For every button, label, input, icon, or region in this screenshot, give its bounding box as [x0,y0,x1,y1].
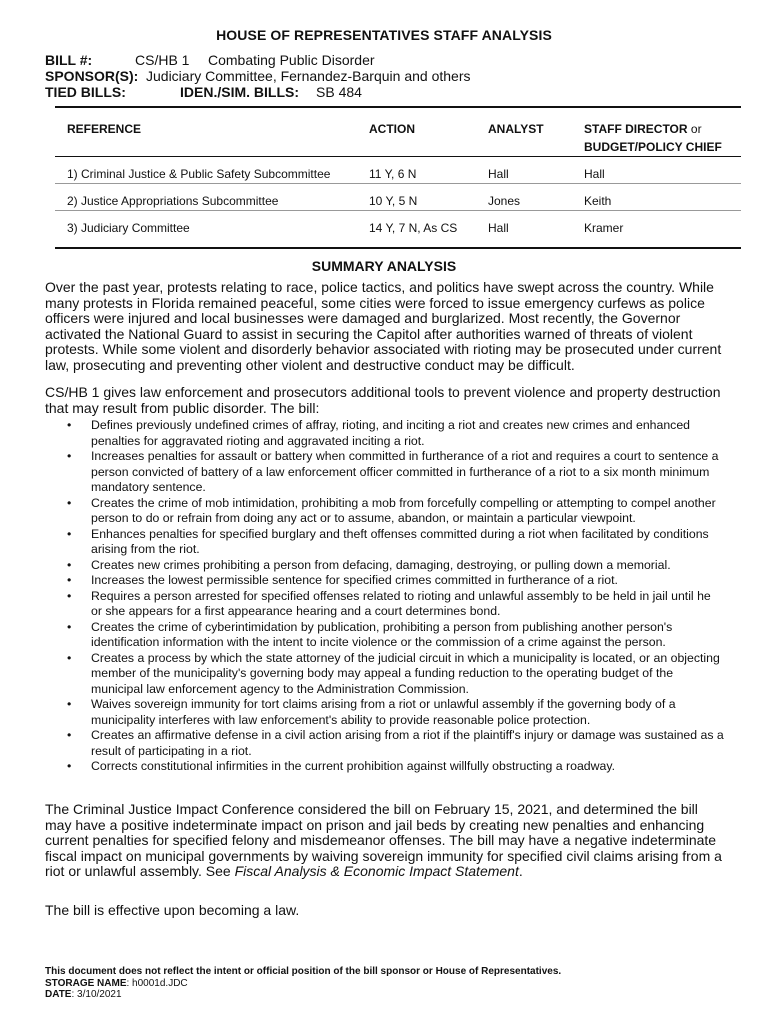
row-analyst: Hall [488,221,509,235]
list-item [45,697,725,728]
bullet-icon: • [67,495,72,510]
paragraph-text: The bill is effective upon becoming a law. [45,902,300,918]
row-action: 10 Y, 5 N [369,194,418,208]
paragraph-text: Over the past year, protests relating to race, police tactics, and politics have swept across the country. While many protests in Florida remained peaceful, some cities were forced to issue emergency curfews as police officers were injured and local businesses were damaged and burglarized. Most recently, the Governor activated the National Guard to assist in securing the Capitol after authorities warned of threats of violent protests. While some violent and disorderly behavior associated with rioting may be prosecuted under current law, prosecuting and preventing other violent and destructive conduct may be difficult. [45,279,722,373]
bullet-icon: • [67,650,72,665]
storage-label: STORAGE NAME [45,977,127,989]
col-staff-director [584,120,722,156]
list-item [45,496,725,527]
staff-director-label: STAFF DIRECTOR [584,122,688,136]
fiscal-reference: Fiscal Analysis & Economic Impact Statement [234,863,519,879]
list-item-text: Creates an affirmative defense in a civil action arising from a riot if the plaintiff's injury or damage was sustained as a result of participating in a riot. [91,728,724,758]
list-item [45,418,725,449]
bullet-icon: • [67,697,72,711]
bullet-icon: • [67,526,72,541]
bullet-icon: • [67,619,72,634]
list-item-text: Creates the crime of mob intimidation, prohibiting a mob from forcefully compelling or attempting to compel another person to do or refrain from doing any act or to assume, abandon, or maintain a particular viewpoint. [91,495,716,525]
list-item-text: Waives sovereign immunity for tort claims arising from a riot or unlawful assembly if the governing body of a municipality interferes with law enforcement's ability to provide reasonable police protection. [91,697,676,727]
iden-sim-value: SB 484 [316,84,362,100]
footer-disclaimer [45,966,561,978]
summary-title: SUMMARY ANALYSIS [311,258,457,274]
date-value: : 3/10/2021 [71,989,122,1000]
staff-or-label: or [690,122,702,136]
storage-name-line [45,978,561,990]
list-item [45,759,725,775]
summary-paragraph-1 [45,280,725,373]
bullet-icon: • [67,728,72,742]
row-action: 14 Y, 7 N, As CS [369,221,458,235]
row-analyst: Jones [488,194,521,208]
reference-table [55,108,741,237]
row-action: 11 Y, 6 N [369,167,417,181]
iden-sim-label: IDEN./SIM. BILLS: [180,84,299,100]
bullet-icon: • [67,418,72,432]
bullet-icon: • [67,759,72,773]
summary-paragraph-3 [45,802,725,880]
bill-line [45,52,375,68]
list-item-text: Creates new crimes prohibiting a person from defacing, damaging, destroying, or pulling down a memorial. [91,557,671,572]
list-item-text: Increases penalties for assault or battery when committed in furtherance of a riot and requires a court to sentence a person convicted of battery of a law enforcement officer committed in furtherance of a riot to a six month minimum mandatory sentence. [91,449,719,494]
list-item [45,620,725,651]
list-item-text: Corrects constitutional infirmities in the current prohibition against willfully obstructing a roadway. [91,759,615,773]
date-line [45,989,561,1001]
list-item-text: Creates the crime of cyberintimidation by publication, prohibiting a person from publishing another person's identification information with the intent to incite violence or the commission of a crime against the person. [91,619,673,649]
sponsor-label: SPONSOR(S): [45,68,139,84]
col-action: ACTION [369,122,415,136]
row-reference: 3) Judiciary Committee [67,221,190,235]
document-title: HOUSE OF REPRESENTATIVES STAFF ANALYSIS [216,27,552,43]
list-item [45,573,725,589]
list-item [45,589,725,620]
storage-value: : h0001d.JDC [126,977,188,989]
table-bottom-rule [55,247,741,249]
col-analyst: ANALYST [488,122,544,136]
summary-paragraph-4 [45,903,725,919]
row-staff: Kramer [584,221,624,235]
row-analyst: Hall [488,167,509,181]
bill-name: Combating Public Disorder [208,52,375,68]
list-item-text: Enhances penalties for specified burglary and theft offenses committed during a riot when facilitated by conditions arising from the riot. [91,526,709,556]
bill-label: BILL #: [45,52,93,68]
row-reference: 2) Justice Appropriations Subcommittee [67,194,279,208]
bill-number: CS/HB 1 [135,52,190,68]
list-item [45,527,725,558]
paragraph-text: CS/HB 1 gives law enforcement and prosecutors additional tools to prevent violence and property destruction that may result from public disorder. The bill: [45,384,721,416]
tied-bills-label: TIED BILLS: [45,84,126,100]
bullet-icon: • [67,573,72,587]
list-item [45,558,725,574]
list-item-text: Defines previously undefined crimes of affray, rioting, and inciting a riot and creates new crimes and enhanced penalties for aggravated rioting and aggravated inciting a riot. [91,418,691,448]
paragraph-text [45,802,725,880]
table-row [55,211,741,237]
list-item [45,651,725,698]
date-label: DATE [45,989,72,1000]
table-row [55,157,741,184]
row-staff: Hall [584,167,605,181]
page-footer [45,966,561,1001]
sponsor-line [45,68,471,84]
tied-bills-line [45,84,362,100]
row-reference: 1) Criminal Justice & Public Safety Subcommittee [67,167,331,181]
list-item-text: Creates a process by which the state attorney of the judicial circuit in which a municipality is located, or an objecting member of the municipality's governing body may appeal a funding reduction to the operating budget of the municipal law enforcement agency to the Administration Commission. [91,650,720,696]
list-item-text: Requires a person arrested for specified offenses related to rioting and unlawful assembly to be held in jail until he or she appears for a first appearance hearing and a court determines bond. [91,588,711,618]
bullet-icon: • [67,557,72,572]
col-reference: REFERENCE [67,122,142,136]
bullet-icon: • [67,449,72,463]
list-item-text: Increases the lowest permissible sentence for specified crimes committed in furtherance of a riot. [91,573,618,587]
sponsor-value: Judiciary Committee, Fernandez-Barquin and others [146,68,471,84]
list-item [45,728,725,759]
fiscal-text: The Criminal Justice Impact Conference considered the bill on February 15, 2021, and determined the bill may have a positive indeterminate impact on prison and jail beds by creating new penalties and enhancing current penalties for specified felony and misdemeanor offenses. The bill may have a negative indeterminate fiscal impact on municipal governments by waiving sovereign immunity for specified civil claims arising from a riot or unlawful assembly. See [45,801,722,879]
row-staff: Keith [584,194,612,208]
fiscal-end: . [518,863,523,879]
list-item [45,449,725,496]
bullet-icon: • [67,588,72,603]
reference-table-header [55,108,741,157]
table-row [55,184,741,211]
disclaimer-text: This document does not reflect the intent or official position of the bill sponsor or House of Representatives. [45,966,562,977]
bill-provisions-list [45,418,725,775]
summary-paragraph-2 [45,385,725,416]
budget-chief-label: BUDGET/POLICY CHIEF [584,140,722,154]
